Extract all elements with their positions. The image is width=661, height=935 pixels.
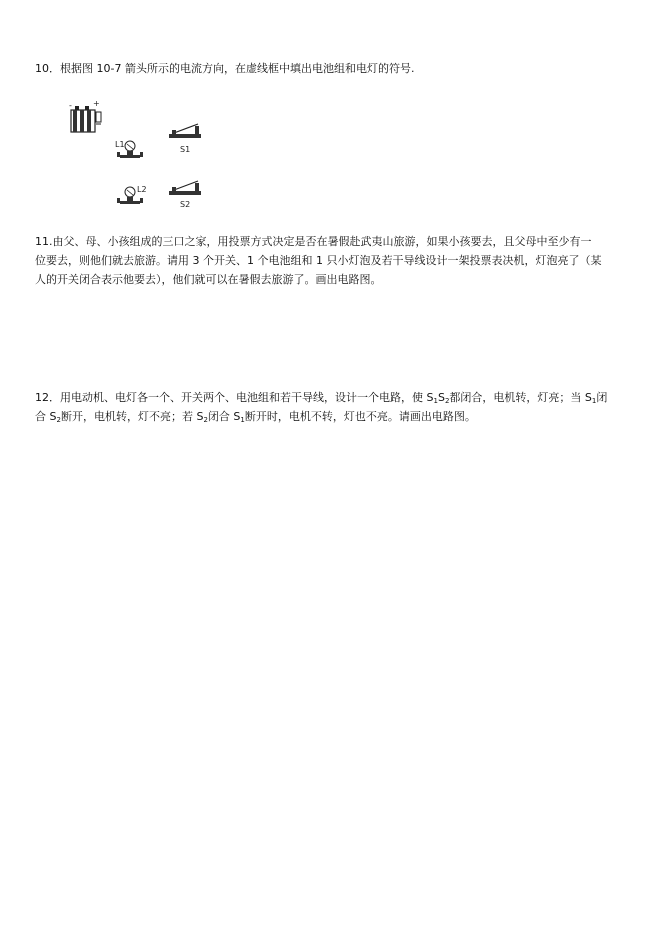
question-12-line-1 bbox=[35, 388, 630, 407]
q12-text-part: 都闭合，电机转，灯亮；当 S bbox=[449, 391, 592, 404]
question-10-text: 10．根据图 10-7 箭头所示的电流方向，在虚线框中填出电池组和电灯的符号. bbox=[35, 62, 415, 75]
bulb-l2-label: L2 bbox=[137, 185, 147, 194]
q12-subscript: 2 bbox=[444, 397, 450, 405]
question-12-line-2 bbox=[35, 407, 630, 426]
switch-s1-label: S1 bbox=[180, 145, 191, 154]
switch-s1-icon bbox=[169, 124, 201, 138]
switch-s2-label: S2 bbox=[180, 200, 191, 209]
circuit-figure-10-7 bbox=[60, 96, 210, 216]
battery-minus-label: - bbox=[69, 101, 72, 110]
q12-text-part: 闭合 S bbox=[207, 410, 241, 423]
switch-s2-icon bbox=[169, 181, 201, 195]
question-11-line-2: 位要去，则他们就去旅游。请用 3 个开关、1 个电池组和 1 只小灯泡及若干导线设计一架投票表决机，灯泡亮了（某 bbox=[35, 254, 602, 267]
q12-subscript: 2 bbox=[56, 416, 61, 424]
question-11-line-3: 人的开关闭合表示他要去），他们就可以在暑假去旅游了。画出电路图。 bbox=[35, 273, 382, 286]
battery-plus-label: + bbox=[93, 99, 100, 108]
q12-subscript: 1 bbox=[433, 397, 438, 405]
question-11-line-1: 11.由父、母、小孩组成的三口之家，用投票方式决定是否在暑假赴武夷山旅游，如果小孩要去，且父母中至少有一 bbox=[35, 235, 592, 248]
battery-pack-icon bbox=[71, 106, 101, 132]
q12-text-part: 闭 bbox=[596, 391, 608, 404]
q12-text-part: 断开，电机转，灯不亮；若 S bbox=[60, 410, 204, 423]
q12-subscript: 2 bbox=[203, 416, 208, 424]
q12-subscript: 1 bbox=[240, 416, 245, 424]
question-10 bbox=[35, 59, 630, 78]
q12-text-part: 断开时，电机不转，灯也不亮。请画出电路图。 bbox=[244, 410, 476, 423]
question-11 bbox=[35, 232, 630, 289]
question-12 bbox=[35, 388, 630, 426]
bulb-l1-label: L1 bbox=[115, 140, 125, 149]
q12-text-part: 12．用电动机、电灯各一个、开关两个、电池组和若干导线，设计一个电路，使 S bbox=[35, 391, 434, 404]
q12-text-part: 合 S bbox=[35, 410, 57, 423]
q12-text-part: S bbox=[437, 391, 445, 404]
q12-subscript: 1 bbox=[591, 397, 597, 405]
